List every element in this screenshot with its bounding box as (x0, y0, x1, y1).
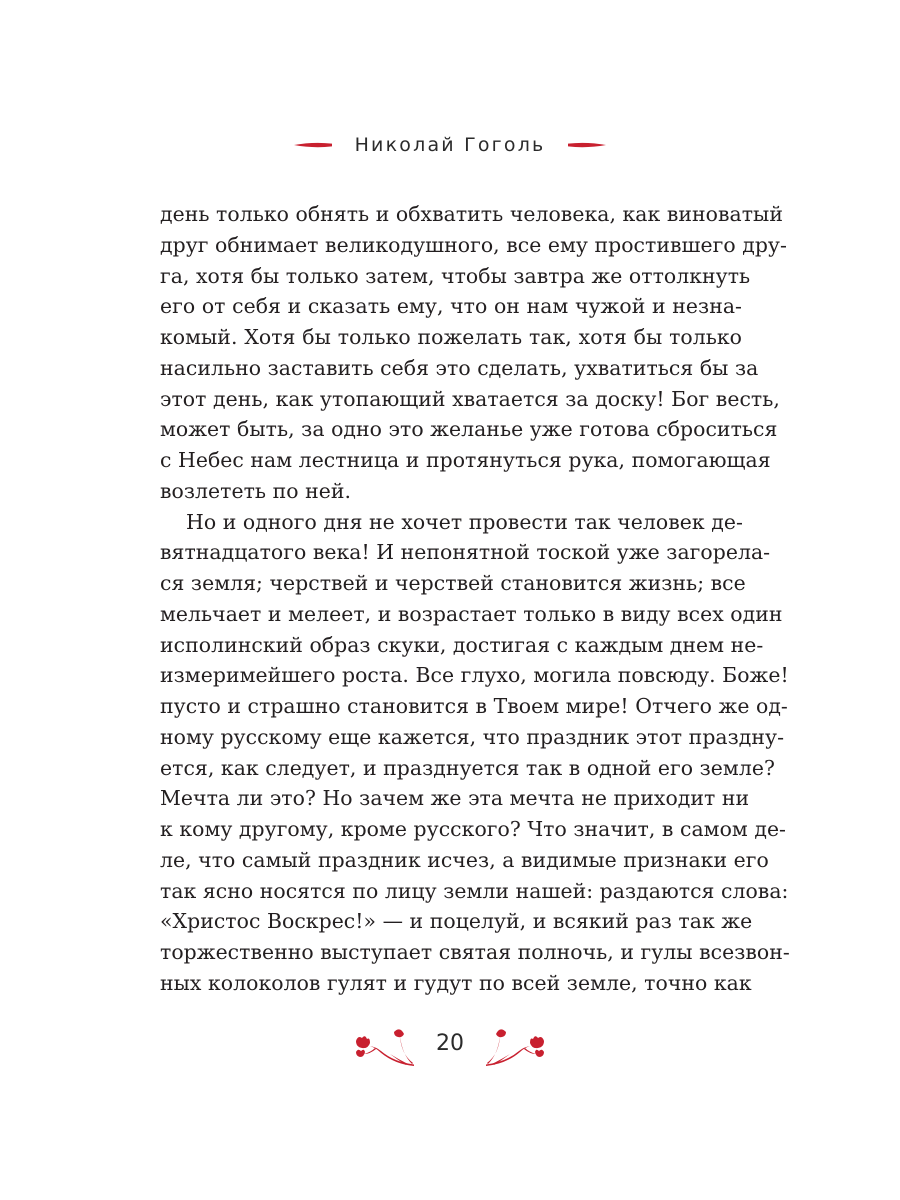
right-dash-ornament (568, 142, 606, 148)
text-line: исполинский образ скуки, достигая с каждым днем не- (160, 632, 764, 657)
text-line: ному русскому еще кажется, что праздник этот праздну- (160, 724, 785, 749)
text-line: друг обнимает великодушного, все ему простившего дру- (160, 232, 787, 257)
page-number: 20 (436, 1031, 464, 1056)
text-line: ных колоколов гулят и гудут по всей земле, точно как (160, 970, 752, 995)
text-line: комый. Хотя бы только пожелать так, хотя бы только (160, 325, 742, 349)
text-line: с Небес нам лестница и протянуться рука, помогающая (160, 448, 771, 472)
right-tulip-ornament-icon (484, 1024, 554, 1070)
text-line: Мечта ли это? Но зачем же эта мечта не приходит ни (160, 786, 750, 811)
running-head (0, 128, 900, 162)
body-text (160, 199, 790, 999)
text-line: так ясно носятся по лицу земли нашей: раздаются слова: (160, 878, 789, 903)
paragraph-start-line: Но и одного дня не хочет провести так человек де- (186, 509, 743, 534)
page-footer (0, 1022, 900, 1072)
text-line: ле, что самый праздник исчез, а видимые признаки его (160, 847, 769, 872)
text-line: пусто и страшно становится в Твоем мире! Отчего же од- (160, 694, 788, 718)
text-line: насильно заставить себя это сделать, ухватиться бы за (160, 355, 759, 380)
text-line: к кому другому, кроме русского? Что значит, в самом де- (160, 817, 786, 841)
text-line: возлететь по ней. (160, 478, 352, 503)
text-line: его от себя и сказать ему, что он нам чужой и незна- (160, 294, 742, 319)
author-name: Николай Гоголь (354, 134, 546, 156)
text-line: «Христос Воскрес!» — и поцелуй, и всякий раз так же (160, 909, 753, 934)
text-line: ся земля; черствей и черствей становится жизнь; все (160, 571, 746, 595)
text-line: измеримейшего роста. Все глухо, могила повсюду. Боже! (160, 663, 789, 688)
text-line: мельчает и мелеет, и возрастает только в виду всех один (160, 601, 783, 626)
left-tulip-ornament-icon (346, 1024, 416, 1070)
text-line: день только обнять и обхватить человека, как виноватый (160, 202, 783, 226)
text-line: ется, как следует, и празднуется так в одной его земле? (160, 755, 775, 780)
text-line: вятнадцатого века! И непонятной тоской уже загорела- (160, 540, 771, 565)
left-dash-ornament (294, 142, 332, 148)
text-line: этот день, как утопающий хватается за доску! Бог весть, (160, 386, 780, 411)
text-line: может быть, за одно это желанье уже готова сброситься (160, 417, 778, 442)
text-line: торжественно выступает святая полночь, и гулы всезвон- (160, 940, 790, 964)
text-line: га, хотя бы только затем, чтобы завтра же оттолкнуть (160, 263, 751, 288)
